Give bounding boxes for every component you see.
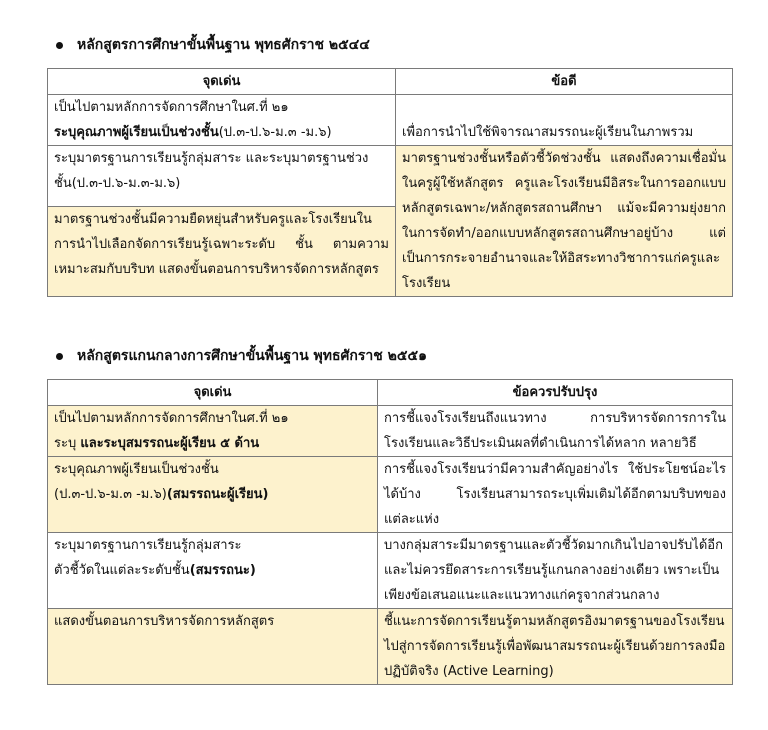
cell-text: บางกลุ่มสาระมีมาตรฐานและตัวชี้วัดมากเกินไปอาจปรับได้อีก และไม่ควรยึดสาระการเรียนรู้แกนกลางอย่างเดียว เพราะเป็นเพียงข้อเสนอแนะและแนวทางแก่ครูจากส่วนกลาง — [384, 538, 723, 603]
advantage-cell — [396, 146, 733, 297]
section-title: หลักสูตรการศึกษาขั้นพื้นฐาน พุทธศักราช ๒๕๔๔ — [77, 37, 370, 53]
cell-text: มาตรฐานช่วงชั้นมีความยืดหยุ่นสำหรับครูและโรงเรียนในการนำไปเลือกจัดการเรียนรู้เฉพาะระดับ ชั้น ตามความเหมาะสมกับบริบท แสดงขั้นตอนการบริหารจัดการหลักสูตร — [54, 211, 389, 277]
strength-cell — [48, 206, 396, 296]
bold-text: ระบุคุณภาพผู้เรียนเป็นช่วงชั้น — [54, 125, 219, 140]
cell-text: การชี้แจงโรงเรียนว่ามีความสำคัญอย่างไร ใช้ประโยชน์อะไรได้บ้าง โรงเรียนสามารถระบุเพิ่มเติมได้อีกตามบริบทของแต่ละแห่ง — [384, 462, 726, 527]
bullet-icon — [56, 353, 63, 360]
section-heading-2551 — [56, 345, 427, 367]
table-row — [48, 609, 733, 685]
improve-cell — [378, 457, 733, 533]
table-row — [48, 457, 733, 533]
cell-text: ระบุมาตรฐานการเรียนรู้กลุ่มสาระ และระบุมาตรฐานช่วงชั้น(ป.๓-ป.๖-ม.๓-ม.๖) — [54, 151, 369, 191]
column-header-strengths: จุดเด่น — [48, 69, 396, 95]
cell-text: (ป.๓-ป.๖-ม.๓ -ม.๖) — [218, 125, 332, 140]
section-heading-2544 — [56, 34, 370, 56]
improve-cell — [378, 533, 733, 609]
column-header-advantages: ข้อดี — [396, 69, 733, 95]
bold-text: (สมรรถนะ) — [189, 563, 256, 578]
table-row — [48, 95, 733, 146]
comparison-table-2551 — [47, 379, 733, 685]
cell-text: ระบุ — [54, 436, 81, 451]
improve-cell — [378, 609, 733, 685]
cell-text: เป็นไปตามหลักการจัดการศึกษาในศ.ที่ ๒๑ — [54, 411, 289, 426]
column-header-improvements: ข้อควรปรับปรุง — [378, 380, 733, 406]
strength-cell — [48, 609, 378, 685]
strength-cell — [48, 146, 396, 207]
cell-text: มาตรฐานช่วงชั้นหรือตัวชี้วัดช่วงชั้น แสดงถึงความเชื่อมั่นในครูผู้ใช้หลักสูตร ครูและโรงเรียนมีอิสระในการออกแบบหลักสูตรเฉพาะ/หลักสูตรสถานศึกษา แม้จะมีความยุ่งยากในการจัดทำ/ออกแบบหลักสูตรสถานศึกษาอยู่บ้าง แต่เป็นการกระจายอำนาจและให้อิสระทางวิชาการแก่ครูและโรงเรียน — [402, 151, 726, 291]
cell-text: เพื่อการนำไปใช้พิจารณาสมรรถนะผู้เรียนในภาพรวม — [402, 125, 694, 140]
cell-text: ระบุมาตรฐานการเรียนรู้กลุ่มสาระ — [54, 538, 242, 553]
cell-text — [54, 431, 371, 456]
cell-text: แสดงขั้นตอนการบริหารจัดการหลักสูตร — [54, 614, 275, 629]
cell-text: ตัวชี้วัดในแต่ละระดับชั้น — [54, 563, 190, 578]
cell-text — [54, 482, 371, 507]
strength-cell — [48, 95, 396, 146]
cell-text: การชี้แจงโรงเรียนถึงแนวทาง การบริหารจัดการการในโรงเรียนและวิธีประเมินผลที่ดำเนินการได้หลาก หลายวิธี — [384, 411, 726, 451]
table-row — [48, 146, 733, 207]
cell-text: เป็นไปตามหลักการจัดการศึกษาในศ.ที่ ๒๑ — [54, 100, 289, 115]
bullet-icon — [56, 42, 63, 49]
table-header-row — [48, 380, 733, 406]
cell-text: ระบุคุณภาพผู้เรียนเป็นช่วงชั้น — [54, 462, 219, 477]
section-title: หลักสูตรแกนกลางการศึกษาขั้นพื้นฐาน พุทธศักราช ๒๕๕๑ — [77, 348, 427, 364]
cell-text: (ป.๓-ป.๖-ม.๓ -ม.๖) — [54, 487, 167, 502]
improve-cell — [378, 406, 733, 457]
strength-cell — [48, 533, 378, 609]
table-row — [48, 406, 733, 457]
cell-text: ชี้แนะการจัดการเรียนรู้ตามหลักสูตรอิงมาตรฐานของโรงเรียนไปสู่การจัดการเรียนรู้เพื่อพัฒนาสมรรถนะผู้เรียนด้วยการลงมือปฏิบัติจริง (Active Learning) — [384, 614, 726, 679]
cell-text — [54, 120, 389, 145]
column-header-strengths: จุดเด่น — [48, 380, 378, 406]
comparison-table-2544 — [47, 68, 733, 297]
advantage-cell — [396, 95, 733, 146]
strength-cell — [48, 406, 378, 457]
bold-text: และระบุสมรรถนะผู้เรียน ๕ ด้าน — [80, 436, 260, 451]
cell-text — [54, 558, 371, 583]
table-header-row — [48, 69, 733, 95]
table-row — [48, 533, 733, 609]
bold-text: (สมรรถนะผู้เรียน) — [166, 487, 269, 502]
strength-cell — [48, 457, 378, 533]
